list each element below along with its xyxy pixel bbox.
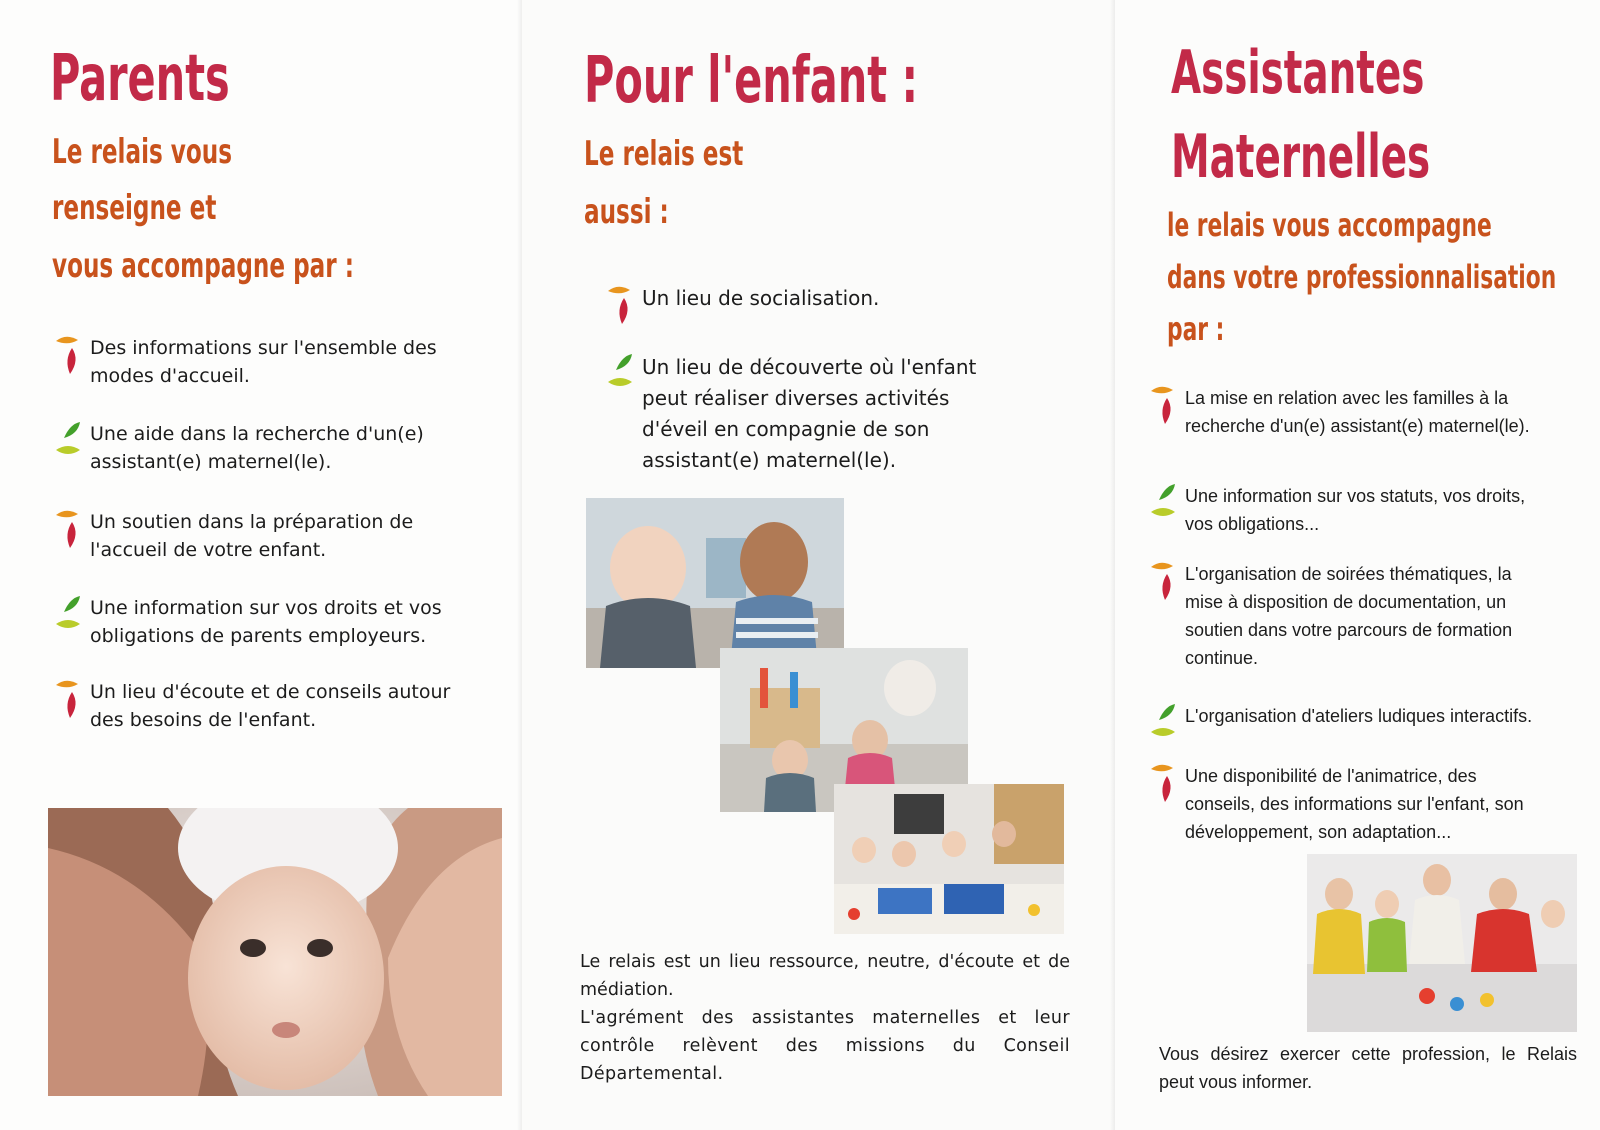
parents-item-5-text: Un lieu d'écoute et de conseils autour des besoins de l'enfant. bbox=[90, 681, 451, 731]
assistantes-item-5-text: Une disponibilité de l'animatrice, des conseils, des informations sur l'enfant, son développement, son adaptation... bbox=[1185, 766, 1524, 842]
assistantes-item-3-text: L'organisation de soirées thématiques, la mise à disposition de documentation, un soutien dans votre parcours de formation continue. bbox=[1185, 564, 1513, 668]
enfant-paragraph-1: Le relais est un lieu ressource, neutre, d'écoute et de médiation. bbox=[580, 952, 1070, 1000]
leaf-bullet-orange-red-icon bbox=[1149, 384, 1177, 430]
workshop-group-photo bbox=[1307, 854, 1577, 1032]
list-item bbox=[1149, 384, 1549, 440]
enfant-subtitle-line-1: Le relais est bbox=[584, 134, 744, 174]
leaf-bullet-green-icon bbox=[606, 352, 634, 398]
assistantes-subtitle-line-2: dans votre professionnalisation bbox=[1167, 258, 1557, 296]
panel-assistantes bbox=[1115, 0, 1600, 1130]
parents-kissing-baby-photo bbox=[48, 808, 502, 1096]
list-item bbox=[54, 594, 454, 650]
leaf-bullet-green-icon bbox=[1149, 482, 1177, 528]
leaf-bullet-green-icon bbox=[54, 594, 82, 640]
assistantes-item-1-text: La mise en relation avec les familles à la recherche d'un(e) assistant(e) maternel(le). bbox=[1185, 388, 1530, 436]
parents-subtitle-line-3: vous accompagne par : bbox=[52, 246, 354, 286]
children-activity-photo bbox=[834, 784, 1064, 934]
list-item bbox=[606, 352, 1006, 476]
enfant-item-2-text: Un lieu de découverte où l'enfant peut réaliser diverses activités d'éveil en compagnie de son assistant(e) maternel(le). bbox=[642, 355, 977, 472]
leaf-bullet-orange-red-icon bbox=[54, 678, 82, 724]
list-item bbox=[1149, 762, 1549, 846]
parents-item-1-text: Des informations sur l'ensemble des modes d'accueil. bbox=[90, 337, 437, 387]
list-item bbox=[54, 508, 454, 564]
parents-item-2-text: Une aide dans la recherche d'un(e) assistant(e) maternel(le). bbox=[90, 423, 424, 473]
parents-title: Parents bbox=[50, 42, 230, 116]
parents-item-3-text: Un soutien dans la préparation de l'accueil de votre enfant. bbox=[90, 511, 414, 561]
enfant-title: Pour l'enfant : bbox=[584, 44, 919, 118]
parents-subtitle-line-2: renseigne et bbox=[52, 188, 217, 228]
enfant-subtitle-line-2: aussi : bbox=[584, 192, 669, 232]
assistantes-item-2-text: Une information sur vos statuts, vos droits, vos obligations... bbox=[1185, 486, 1526, 534]
enfant-paragraph-2: L'agrément des assistantes maternelles et leur contrôle relèvent des missions du Conseil Départemental. bbox=[580, 1008, 1070, 1084]
assistantes-title-line-2: Maternelles bbox=[1171, 122, 1431, 192]
assistantes-title-line-1: Assistantes bbox=[1171, 38, 1425, 108]
list-item bbox=[54, 420, 454, 476]
leaf-bullet-green-icon bbox=[54, 420, 82, 466]
leaf-bullet-orange-red-icon bbox=[54, 334, 82, 380]
list-item bbox=[1149, 702, 1569, 748]
leaf-bullet-orange-red-icon bbox=[54, 508, 82, 554]
leaf-bullet-orange-red-icon bbox=[1149, 560, 1177, 606]
enfant-item-1-text: Un lieu de socialisation. bbox=[642, 286, 880, 310]
assistantes-subtitle-line-3: par : bbox=[1167, 310, 1225, 348]
assistantes-item-4-text: L'organisation d'ateliers ludiques interactifs. bbox=[1185, 706, 1533, 726]
parents-item-4-text: Une information sur vos droits et vos obligations de parents employeurs. bbox=[90, 597, 442, 647]
panel-parents bbox=[0, 0, 522, 1130]
parents-subtitle-line-1: Le relais vous bbox=[52, 132, 232, 172]
list-item bbox=[1149, 482, 1549, 538]
assistantes-closing-text: Vous désirez exercer cette profession, le Relais peut vous informer. bbox=[1159, 1044, 1577, 1092]
list-item bbox=[54, 334, 454, 390]
list-item bbox=[54, 678, 454, 734]
assistantes-subtitle-line-1: le relais vous accompagne bbox=[1167, 206, 1492, 244]
babies-playing-photo bbox=[586, 498, 844, 668]
panel-enfant bbox=[522, 0, 1115, 1130]
leaf-bullet-orange-red-icon bbox=[606, 284, 634, 330]
list-item bbox=[1149, 560, 1549, 672]
leaf-bullet-green-icon bbox=[1149, 702, 1177, 748]
leaf-bullet-orange-red-icon bbox=[1149, 762, 1177, 808]
list-item bbox=[606, 284, 1006, 330]
